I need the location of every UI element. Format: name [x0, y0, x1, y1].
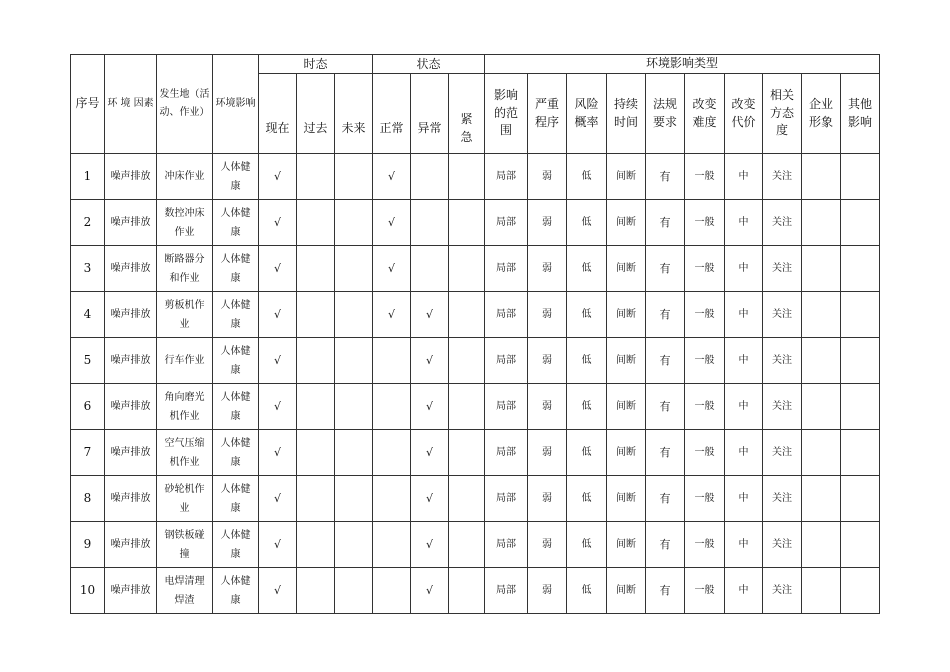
- now-mark: √: [259, 384, 297, 430]
- now-mark: √: [259, 430, 297, 476]
- emergency-mark: [449, 338, 485, 384]
- now-mark: √: [259, 154, 297, 200]
- future-mark: [335, 568, 373, 614]
- past-mark: [297, 430, 335, 476]
- header-seq: 序号: [71, 55, 105, 154]
- law-cell: 有: [646, 154, 685, 200]
- attitude-cell: 关注: [763, 384, 802, 430]
- abnormal-mark: [411, 154, 449, 200]
- cost-cell: 中: [725, 384, 763, 430]
- image-cell: [802, 522, 841, 568]
- abnormal-mark: √: [411, 568, 449, 614]
- abnormal-mark: √: [411, 476, 449, 522]
- cost-cell: 中: [725, 430, 763, 476]
- image-cell: [802, 154, 841, 200]
- duration-cell: 间断: [607, 338, 646, 384]
- severity-cell: 弱: [528, 430, 567, 476]
- seq-cell: 1: [71, 154, 105, 200]
- scope-cell: 局部: [485, 246, 528, 292]
- future-mark: [335, 246, 373, 292]
- probability-cell: 低: [567, 430, 607, 476]
- duration-cell: 间断: [607, 200, 646, 246]
- future-mark: [335, 154, 373, 200]
- scope-cell: 局部: [485, 476, 528, 522]
- past-mark: [297, 384, 335, 430]
- header-tense-future: 未来: [335, 74, 373, 154]
- difficulty-cell: 一般: [685, 430, 725, 476]
- duration-cell: 间断: [607, 522, 646, 568]
- now-mark: √: [259, 476, 297, 522]
- factor-cell: 噪声排放: [105, 246, 157, 292]
- factor-cell: 噪声排放: [105, 292, 157, 338]
- normal-mark: [373, 568, 411, 614]
- duration-cell: 间断: [607, 430, 646, 476]
- law-cell: 有: [646, 384, 685, 430]
- law-cell: 有: [646, 522, 685, 568]
- severity-cell: 弱: [528, 476, 567, 522]
- past-mark: [297, 522, 335, 568]
- table-row: [71, 154, 880, 200]
- normal-mark: [373, 430, 411, 476]
- future-mark: [335, 200, 373, 246]
- difficulty-cell: 一般: [685, 200, 725, 246]
- impact-cell: 人体健康: [213, 568, 259, 614]
- difficulty-cell: 一般: [685, 568, 725, 614]
- location-cell: 断路器分和作业: [157, 246, 213, 292]
- impact-cell: 人体健康: [213, 430, 259, 476]
- seq-cell: 3: [71, 246, 105, 292]
- header-state-emergency: 紧急: [449, 74, 485, 154]
- law-cell: 有: [646, 200, 685, 246]
- difficulty-cell: 一般: [685, 384, 725, 430]
- future-mark: [335, 476, 373, 522]
- header-type-cost: 改变代价: [725, 74, 763, 154]
- emergency-mark: [449, 246, 485, 292]
- now-mark: √: [259, 292, 297, 338]
- now-mark: √: [259, 246, 297, 292]
- header-factor: 环 境 因素: [105, 55, 157, 154]
- cost-cell: 中: [725, 246, 763, 292]
- normal-mark: √: [373, 200, 411, 246]
- seq-cell: 9: [71, 522, 105, 568]
- duration-cell: 间断: [607, 154, 646, 200]
- factor-cell: 噪声排放: [105, 522, 157, 568]
- other-cell: [841, 200, 880, 246]
- abnormal-mark: √: [411, 292, 449, 338]
- table-row: [71, 476, 880, 522]
- scope-cell: 局部: [485, 154, 528, 200]
- emergency-mark: [449, 522, 485, 568]
- header-state-group: [373, 55, 485, 74]
- duration-cell: 间断: [607, 292, 646, 338]
- normal-mark: [373, 476, 411, 522]
- cost-cell: 中: [725, 200, 763, 246]
- factor-cell: 噪声排放: [105, 338, 157, 384]
- severity-cell: 弱: [528, 246, 567, 292]
- probability-cell: 低: [567, 292, 607, 338]
- law-cell: 有: [646, 292, 685, 338]
- table-row: [71, 522, 880, 568]
- header-type-attitude: 相关方态度: [763, 74, 802, 154]
- image-cell: [802, 568, 841, 614]
- tense-group-label: 时态: [303, 56, 328, 71]
- duration-cell: 间断: [607, 384, 646, 430]
- severity-cell: 弱: [528, 338, 567, 384]
- image-cell: [802, 384, 841, 430]
- severity-cell: 弱: [528, 568, 567, 614]
- table-row: [71, 430, 880, 476]
- difficulty-cell: 一般: [685, 154, 725, 200]
- other-cell: [841, 338, 880, 384]
- past-mark: [297, 568, 335, 614]
- impact-cell: 人体健康: [213, 476, 259, 522]
- other-cell: [841, 476, 880, 522]
- scope-cell: 局部: [485, 522, 528, 568]
- probability-cell: 低: [567, 246, 607, 292]
- impact-cell: 人体健康: [213, 292, 259, 338]
- past-mark: [297, 246, 335, 292]
- table-row: [71, 246, 880, 292]
- impact-cell: 人体健康: [213, 154, 259, 200]
- probability-cell: 低: [567, 384, 607, 430]
- attitude-cell: 关注: [763, 154, 802, 200]
- future-mark: [335, 384, 373, 430]
- table-row: [71, 200, 880, 246]
- future-mark: [335, 430, 373, 476]
- header-state-abnormal: 异常: [411, 74, 449, 154]
- probability-cell: 低: [567, 568, 607, 614]
- law-cell: 有: [646, 246, 685, 292]
- normal-mark: √: [373, 154, 411, 200]
- header-type-difficulty: 改变难度: [685, 74, 725, 154]
- future-mark: [335, 338, 373, 384]
- duration-cell: 间断: [607, 476, 646, 522]
- header-tense-past: 过去: [297, 74, 335, 154]
- scope-cell: 局部: [485, 200, 528, 246]
- probability-cell: 低: [567, 200, 607, 246]
- abnormal-mark: √: [411, 522, 449, 568]
- location-cell: 剪板机作业: [157, 292, 213, 338]
- normal-mark: [373, 522, 411, 568]
- header-type-probability: 风险概率: [567, 74, 607, 154]
- cost-cell: 中: [725, 476, 763, 522]
- impact-cell: 人体健康: [213, 384, 259, 430]
- cost-cell: 中: [725, 338, 763, 384]
- image-cell: [802, 246, 841, 292]
- abnormal-mark: √: [411, 384, 449, 430]
- location-cell: 砂轮机作业: [157, 476, 213, 522]
- difficulty-cell: 一般: [685, 476, 725, 522]
- emergency-mark: [449, 430, 485, 476]
- severity-cell: 弱: [528, 154, 567, 200]
- abnormal-mark: √: [411, 430, 449, 476]
- past-mark: [297, 200, 335, 246]
- past-mark: [297, 338, 335, 384]
- emergency-mark: [449, 154, 485, 200]
- header-type-duration: 持续时间: [607, 74, 646, 154]
- other-cell: [841, 154, 880, 200]
- seq-cell: 7: [71, 430, 105, 476]
- attitude-cell: 关注: [763, 476, 802, 522]
- header-type-image: 企业形象: [802, 74, 841, 154]
- cost-cell: 中: [725, 292, 763, 338]
- header-type-law: 法规要求: [646, 74, 685, 154]
- emergency-mark: [449, 292, 485, 338]
- severity-cell: 弱: [528, 292, 567, 338]
- attitude-cell: 关注: [763, 338, 802, 384]
- table-row: [71, 338, 880, 384]
- normal-mark: [373, 338, 411, 384]
- duration-cell: 间断: [607, 246, 646, 292]
- other-cell: [841, 430, 880, 476]
- scope-cell: 局部: [485, 292, 528, 338]
- location-cell: 空气压缩机作业: [157, 430, 213, 476]
- emergency-mark: [449, 384, 485, 430]
- table-row: [71, 568, 880, 614]
- other-cell: [841, 522, 880, 568]
- duration-cell: 间断: [607, 568, 646, 614]
- factor-cell: 噪声排放: [105, 430, 157, 476]
- impact-cell: 人体健康: [213, 200, 259, 246]
- seq-cell: 2: [71, 200, 105, 246]
- difficulty-cell: 一般: [685, 292, 725, 338]
- abnormal-mark: [411, 246, 449, 292]
- image-cell: [802, 292, 841, 338]
- header-type-other: 其他影响: [841, 74, 880, 154]
- header-state-normal: 正常: [373, 74, 411, 154]
- location-cell: 电焊清理焊渣: [157, 568, 213, 614]
- past-mark: [297, 476, 335, 522]
- law-cell: 有: [646, 568, 685, 614]
- attitude-cell: 关注: [763, 522, 802, 568]
- now-mark: √: [259, 338, 297, 384]
- cost-cell: 中: [725, 154, 763, 200]
- severity-cell: 弱: [528, 522, 567, 568]
- header-tense-group: [259, 55, 373, 74]
- state-group-label: 状态: [416, 56, 441, 71]
- difficulty-cell: 一般: [685, 246, 725, 292]
- image-cell: [802, 338, 841, 384]
- severity-cell: 弱: [528, 200, 567, 246]
- header-type-scope: 影响的范围: [485, 74, 528, 154]
- normal-mark: [373, 384, 411, 430]
- normal-mark: √: [373, 292, 411, 338]
- attitude-cell: 关注: [763, 292, 802, 338]
- probability-cell: 低: [567, 154, 607, 200]
- image-cell: [802, 476, 841, 522]
- scope-cell: 局部: [485, 338, 528, 384]
- cost-cell: 中: [725, 568, 763, 614]
- location-cell: 钢铁板碰撞: [157, 522, 213, 568]
- factor-cell: 噪声排放: [105, 384, 157, 430]
- probability-cell: 低: [567, 522, 607, 568]
- location-cell: 角向磨光机作业: [157, 384, 213, 430]
- past-mark: [297, 292, 335, 338]
- probability-cell: 低: [567, 338, 607, 384]
- other-cell: [841, 292, 880, 338]
- attitude-cell: 关注: [763, 430, 802, 476]
- attitude-cell: 关注: [763, 568, 802, 614]
- image-cell: [802, 200, 841, 246]
- scope-cell: 局部: [485, 430, 528, 476]
- future-mark: [335, 522, 373, 568]
- location-cell: 数控冲床作业: [157, 200, 213, 246]
- other-cell: [841, 568, 880, 614]
- location-cell: 行车作业: [157, 338, 213, 384]
- attitude-cell: 关注: [763, 246, 802, 292]
- abnormal-mark: [411, 200, 449, 246]
- cost-cell: 中: [725, 522, 763, 568]
- factor-cell: 噪声排放: [105, 154, 157, 200]
- factor-cell: 噪声排放: [105, 476, 157, 522]
- severity-cell: 弱: [528, 384, 567, 430]
- impact-cell: 人体健康: [213, 522, 259, 568]
- header-type-severity: 严重程序: [528, 74, 567, 154]
- scope-cell: 局部: [485, 384, 528, 430]
- future-mark: [335, 292, 373, 338]
- difficulty-cell: 一般: [685, 522, 725, 568]
- image-cell: [802, 430, 841, 476]
- table-row: [71, 292, 880, 338]
- header-tense-now: 现在: [259, 74, 297, 154]
- location-cell: 冲床作业: [157, 154, 213, 200]
- law-cell: 有: [646, 338, 685, 384]
- past-mark: [297, 154, 335, 200]
- emergency-mark: [449, 200, 485, 246]
- seq-cell: 8: [71, 476, 105, 522]
- emergency-mark: [449, 568, 485, 614]
- difficulty-cell: 一般: [685, 338, 725, 384]
- now-mark: √: [259, 522, 297, 568]
- other-cell: [841, 246, 880, 292]
- seq-cell: 5: [71, 338, 105, 384]
- normal-mark: √: [373, 246, 411, 292]
- impact-cell: 人体健康: [213, 338, 259, 384]
- seq-cell: 6: [71, 384, 105, 430]
- seq-cell: 10: [71, 568, 105, 614]
- table-row: [71, 384, 880, 430]
- seq-cell: 4: [71, 292, 105, 338]
- emergency-mark: [449, 476, 485, 522]
- impact-cell: 人体健康: [213, 246, 259, 292]
- now-mark: √: [259, 200, 297, 246]
- attitude-cell: 关注: [763, 200, 802, 246]
- factor-cell: 噪声排放: [105, 568, 157, 614]
- other-cell: [841, 384, 880, 430]
- environmental-factor-table: [70, 54, 880, 614]
- probability-cell: 低: [567, 476, 607, 522]
- factor-cell: 噪声排放: [105, 200, 157, 246]
- header-location: 发生地（活动、作业）: [157, 55, 213, 154]
- scope-cell: 局部: [485, 568, 528, 614]
- header-type-group: 环境影响类型: [485, 55, 880, 74]
- law-cell: 有: [646, 476, 685, 522]
- abnormal-mark: √: [411, 338, 449, 384]
- now-mark: √: [259, 568, 297, 614]
- header-impact: 环境影响: [213, 55, 259, 154]
- law-cell: 有: [646, 430, 685, 476]
